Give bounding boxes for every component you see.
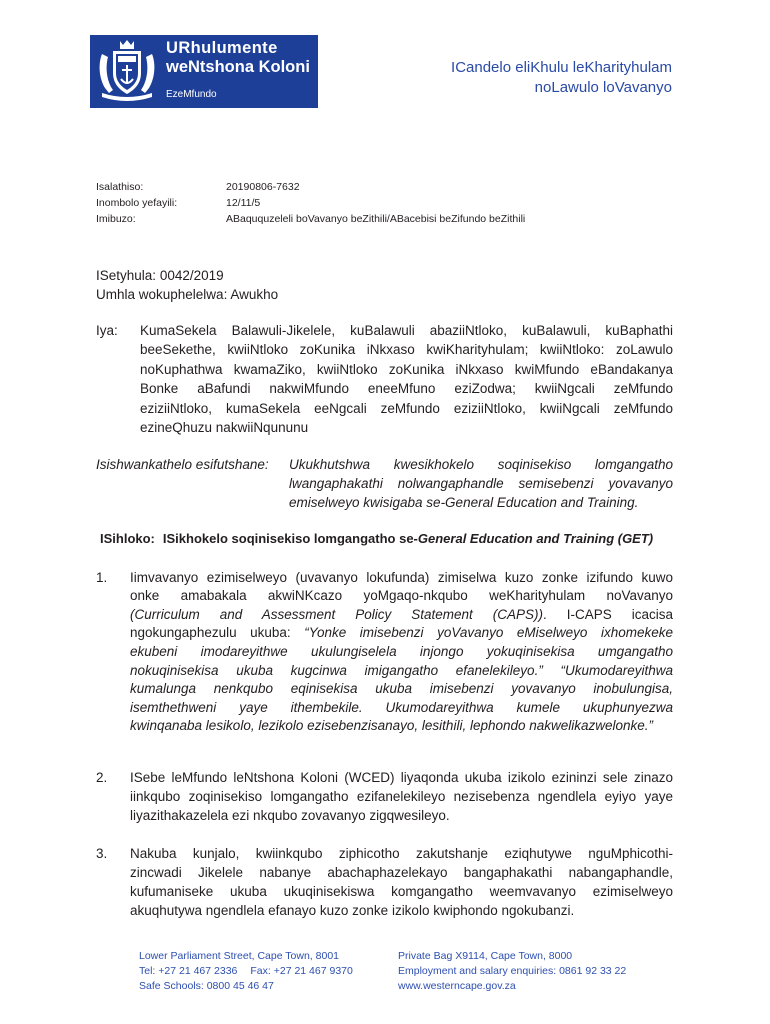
reference-label: Imibuzo: <box>96 213 136 225</box>
addressee-list <box>140 321 673 437</box>
footer-fax: Fax: +27 21 467 9370 <box>250 964 353 977</box>
footer-phone-fax <box>139 964 353 979</box>
paragraph-line: kumalunga nenkqubo eqinisekisa ukuba imisebenzi yovavanyo inobulungisa, <box>130 681 673 697</box>
subject-title-italic: General Education and Training (GET) <box>417 531 654 546</box>
reference-table <box>96 179 525 227</box>
logo-title-line1: URhulumente <box>166 39 278 57</box>
paragraph-line: ekubeni imodareyithwe ukulungiselela injongo yokuqinisekisa umgangatho <box>130 644 673 660</box>
paragraph-line: lwangaphakathi nolwangaphandle semisebenzi yovavanyo <box>289 475 673 491</box>
footer-postal: Private Bag X9114, Cape Town, 8000 <box>398 949 573 962</box>
logo-title-line2: weNtshona Koloni <box>166 58 310 76</box>
summary-label: Isishwankathelo esifutshane: <box>96 456 269 472</box>
paragraph-line: akuqhutywa ngendlela efanayo kuzo zonke izikolo kwiphondo ngokubanzi. <box>130 902 575 918</box>
paragraph-line: ISebe leMfundo leNtshona Koloni (WCED) liyaqonda ukuba izikolo ezininzi sele zinazo <box>130 769 673 785</box>
paragraph-line: ezineQhuzu nakwiiNqununu <box>140 420 309 436</box>
paragraph-line: nokuqinisekisa ukuba kugcinwa imigangatho efanelekileyo.” “Ukumodareyithwa <box>130 662 673 678</box>
item-number: 3. <box>96 845 108 861</box>
expiry-value: Awukho <box>230 287 279 302</box>
summary-text <box>289 455 673 512</box>
paragraph-line: onke amabakala akwiNKcazo yoMgaqo-nkqubo weKharityhulam noVavanyo <box>130 588 673 604</box>
paragraph-line: noKuphathwa kwamaZiko, kwiiNtloko zoKunika iNkxaso kwiMfundo eBandakanya <box>140 361 673 377</box>
paragraph-line: isemthethweni yaye ithembekile. Ukumodareyithwa kumele ukuphunyezwa <box>130 699 673 715</box>
footer-contact-left <box>139 949 353 994</box>
coat-of-arms-icon <box>96 38 158 105</box>
paragraph-line: kwinqanaba lesikolo, lezikolo ezisebenzisanayo, lesithili, lephondo nakwelikazwelonke.” <box>130 718 654 734</box>
quote-italic: “Yonke imisebenzi yoVavanyo eMiselweyo ixhomekeke <box>304 625 673 641</box>
paragraph-line: eziziiNtloko, kumaSekela eeNgcali zeMfundo eziziiNtloko, kwiiNgcali zeMfundo <box>140 400 673 416</box>
subject-title: ISikhokelo soqinisekiso lomgangatho se- <box>162 531 418 546</box>
paragraph-line: Bonke aBafundi nakwiMfundo eneeMfuno eziZodwa; kwiiNgcali zeMfundo <box>140 381 673 397</box>
reference-row <box>96 211 525 227</box>
reference-value: 12/11/5 <box>226 197 261 209</box>
reference-row <box>96 195 525 211</box>
caps-title-italic: (Curriculum and Assessment Policy Statement (CAPS)) <box>130 606 544 622</box>
item-number: 2. <box>96 769 108 785</box>
expiry-date <box>96 285 278 304</box>
line-segment: . I-CAPS icacisa <box>543 606 674 622</box>
footer-tel: Tel: +27 21 467 2336 <box>139 964 238 977</box>
paragraph-line: liyazithakazelela ezi nkqubo zovavanyo zigqwesileyo. <box>130 807 450 823</box>
numbered-paragraph <box>130 768 673 825</box>
circular-number-label: ISetyhula: <box>96 268 157 283</box>
paragraph-line: Nakuba kunjalo, kwiinkqubo ziphicotho zakutshanje eziqhutywe nguMphicothi- <box>130 845 673 861</box>
paragraph-line: zincwadi Jikelele nabanye abachaphazelekayo bangaphakathi nabangaphandle, <box>130 864 673 880</box>
reference-label: Isalathiso: <box>96 181 144 193</box>
circular-number <box>96 266 278 285</box>
paragraph-line: Ukukhutshwa kwesikhokelo soqinisekiso lomgangatho <box>289 456 673 472</box>
paragraph-line: beeSekethe, kwiiNtloko zoKunika iNkxaso kwiKharityhulam; kwiiNtloko: zoLawulo <box>140 342 673 358</box>
circular-info <box>96 266 278 304</box>
footer-website: www.westerncape.gov.za <box>398 979 516 992</box>
paragraph-line <box>130 606 673 625</box>
reference-row <box>96 179 525 195</box>
paragraph-line: emiselweyo kwisigaba se-General Education and Training. <box>289 494 639 510</box>
logo-department: EzeMfundo <box>166 89 217 100</box>
footer-safe-schools: Safe Schools: 0800 45 46 47 <box>139 979 274 992</box>
branch-name <box>451 58 672 98</box>
numbered-paragraph <box>130 844 673 920</box>
numbered-paragraph <box>130 569 673 736</box>
item-number: 1. <box>96 569 108 585</box>
expiry-label: Umhla wokuphelelwa: <box>96 287 228 302</box>
footer-enquiries: Employment and salary enquiries: 0861 92 33 22 <box>398 964 627 977</box>
reference-value: ABaququzeleli boVavanyo beZithili/ABacebisi beZifundo beZithili <box>226 213 526 225</box>
addressee-label: Iya: <box>96 323 118 338</box>
branch-name-line1: ICandelo eliKhulu leKharityhulam <box>451 59 672 76</box>
paragraph-line <box>130 624 673 643</box>
reference-value: 20190806-7632 <box>226 181 300 193</box>
paragraph-line: Iimvavanyo ezimiselweyo (uvavanyo lokufunda) zimiselwa kuzo zonke izifundo kuwo <box>130 569 673 585</box>
paragraph-line: iinkqubo zoqinisekiso lomgangatho ezifanelekileyo nezisebenza ngendlela eyiyo yaye <box>130 788 673 804</box>
government-logo <box>90 35 318 108</box>
subject-label: ISihloko: <box>100 531 155 546</box>
reference-label: Inombolo yefayili: <box>96 197 178 209</box>
branch-name-line2: noLawulo loVavanyo <box>534 79 672 96</box>
footer-contact-right <box>398 949 626 994</box>
subject-heading <box>100 529 653 549</box>
circular-number-value: 0042/2019 <box>159 268 224 283</box>
footer-address: Lower Parliament Street, Cape Town, 8001 <box>139 949 340 962</box>
paragraph-line: kufumaniseke ukuba ukuqinisekiswa komgangatho weemvavanyo ezimiselweyo <box>130 883 673 899</box>
line-segment: ngokungaphezulu ukuba: <box>130 625 305 641</box>
paragraph-line: KumaSekela Balawuli-Jikelele, kuBalawuli abaziiNtloko, kuBalawuli, kuBaphathi <box>140 323 673 338</box>
